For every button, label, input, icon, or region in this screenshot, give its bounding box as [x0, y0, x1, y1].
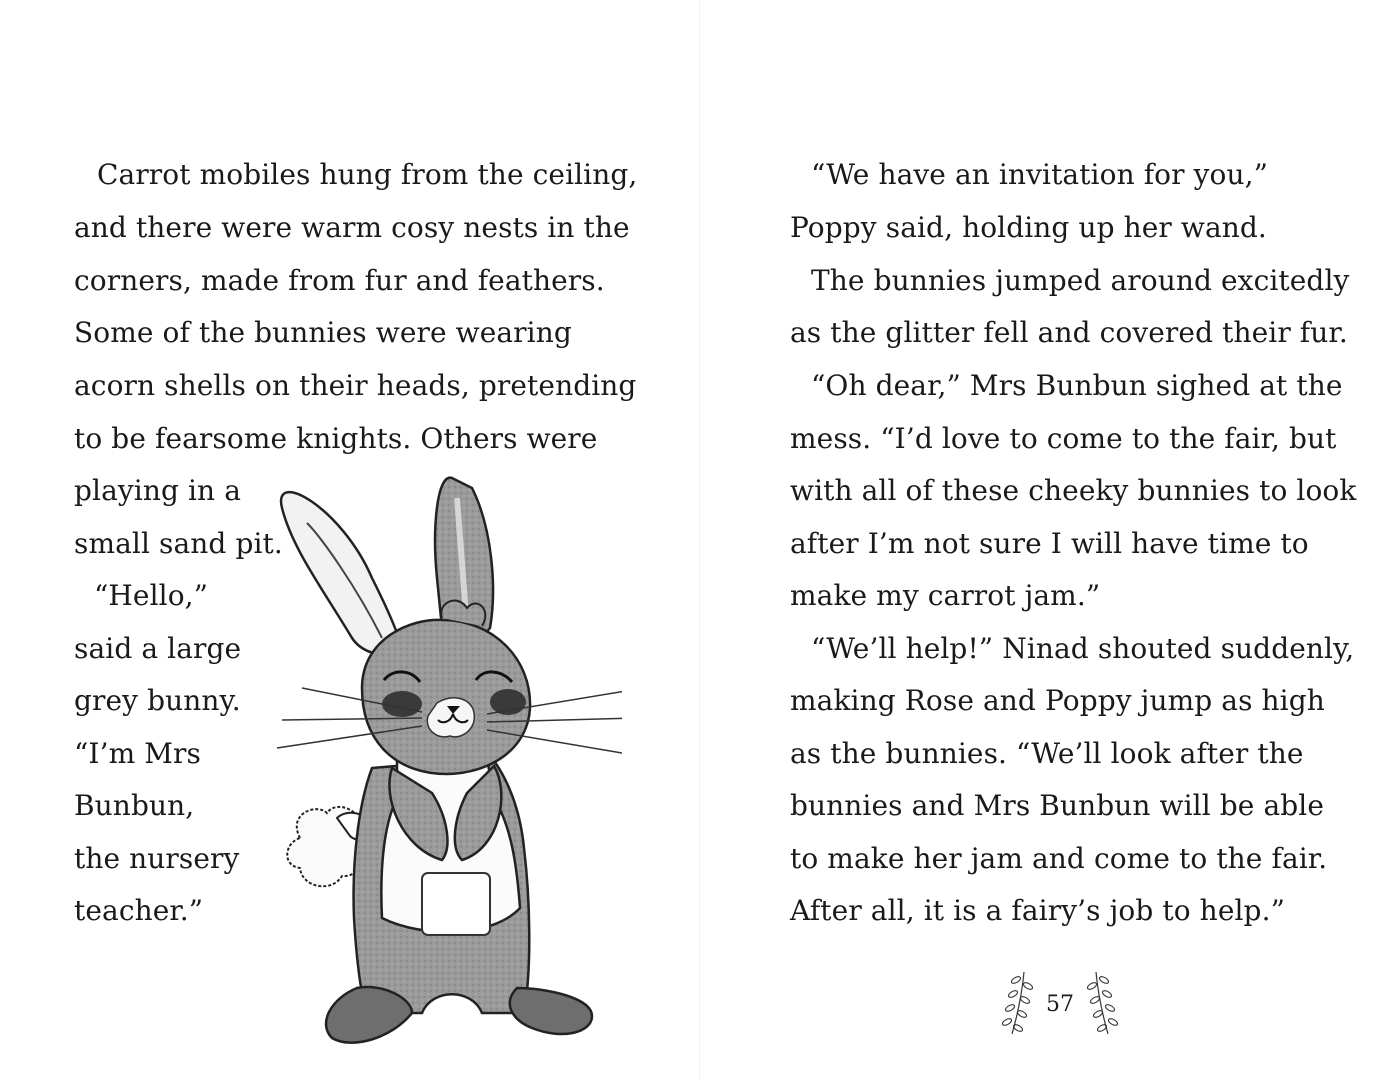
- page-footer: [1000, 968, 1120, 1038]
- text-line: “Oh dear,” Mrs Bunbun sighed at the: [811, 369, 1343, 402]
- text-line: small sand pit.: [74, 527, 283, 560]
- text-line: The bunnies jumped around excitedly: [811, 264, 1350, 297]
- text-line: teacher.”: [74, 894, 204, 927]
- text-line: Bunbun,: [74, 789, 195, 822]
- bunny-illustration-icon: [262, 468, 622, 1068]
- text-line: make my carrot jam.”: [790, 579, 1101, 612]
- text-line: playing in a: [74, 474, 241, 507]
- text-line: Poppy said, holding up her wand.: [790, 211, 1267, 244]
- text-line: bunnies and Mrs Bunbun will be able: [790, 789, 1324, 822]
- text-line: Carrot mobiles hung from the ceiling,: [97, 158, 638, 191]
- text-line: with all of these cheeky bunnies to look: [790, 474, 1357, 507]
- text-line: “Hello,”: [94, 579, 209, 612]
- text-line: to be fearsome knights. Others were: [74, 422, 598, 455]
- text-line: to make her jam and come to the fair.: [790, 842, 1328, 875]
- leaf-sprig-icon: [1086, 968, 1120, 1038]
- text-line: the nursery: [74, 842, 240, 875]
- right-page: [700, 0, 1399, 1080]
- text-line: corners, made from fur and feathers.: [74, 264, 605, 297]
- page-number: 57: [1046, 992, 1074, 1017]
- text-line: making Rose and Poppy jump as high: [790, 684, 1325, 717]
- text-line: grey bunny.: [74, 684, 241, 717]
- text-line: mess. “I’d love to come to the fair, but: [790, 422, 1337, 455]
- text-line: said a large: [74, 632, 242, 665]
- text-line: Some of the bunnies were wearing: [74, 316, 572, 349]
- text-line: as the bunnies. “We’ll look after the: [790, 737, 1304, 770]
- text-line: and there were warm cosy nests in the: [74, 211, 630, 244]
- text-line: “I’m Mrs: [74, 737, 201, 770]
- text-line: after I’m not sure I will have time to: [790, 527, 1309, 560]
- text-line: as the glitter fell and covered their fur.: [790, 316, 1348, 349]
- text-line: acorn shells on their heads, pretending: [74, 369, 637, 402]
- text-line: “We have an invitation for you,”: [811, 158, 1269, 191]
- text-line: “We’ll help!” Ninad shouted suddenly,: [811, 632, 1355, 665]
- text-line: After all, it is a fairy’s job to help.”: [790, 894, 1285, 927]
